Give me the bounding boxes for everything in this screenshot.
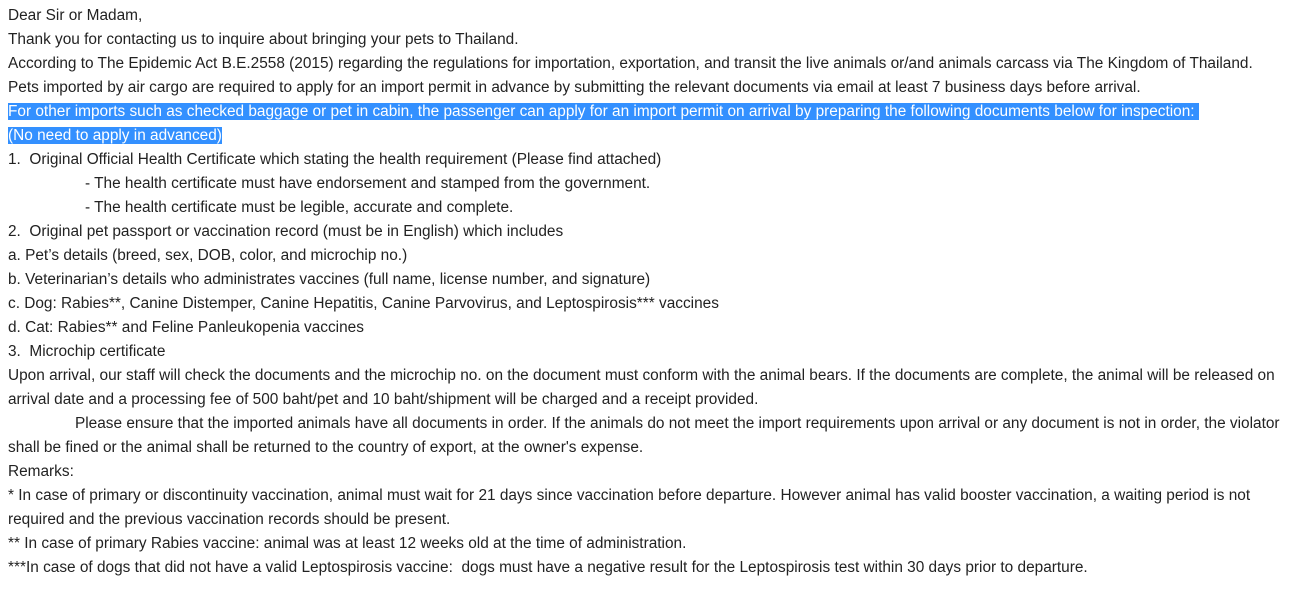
list-subitem-2a: a. Pet’s details (breed, sex, DOB, color, and microchip no.) bbox=[8, 247, 408, 264]
remark-1: * In case of primary or discontinuity vaccination, animal must wait for 21 days since vaccination before departure. However animal has valid booster vaccination, a waiting period is not required and the previous vaccination records should be present. bbox=[8, 487, 1255, 528]
intro-paragraph: According to The Epidemic Act B.E.2558 (2015) regarding the regulations for importation, exportation, and transit the live animals or/and animals carcass via The Kingdom of Thailand. bbox=[8, 55, 1253, 72]
list-subitem-1b: - The health certificate must be legible, accurate and complete. bbox=[85, 199, 514, 216]
list-subitem-2b: b. Veterinarian’s details who administrates vaccines (full name, license number, and signature) bbox=[8, 271, 651, 288]
selected-text-line-1[interactable]: For other imports such as checked baggage or pet in cabin, the passenger can apply for an import permit on arrival by preparing the following documents below for inspection: bbox=[8, 103, 1199, 120]
list-item-1: 1. Original Official Health Certificate which stating the health requirement (Please find attached) bbox=[8, 151, 662, 168]
air-cargo-paragraph: Pets imported by air cargo are required to apply for an import permit in advance by submitting the relevant documents via email at least 7 business days before arrival. bbox=[8, 79, 1141, 96]
remark-3: ***In case of dogs that did not have a valid Leptospirosis vaccine: dogs must have a negative result for the Leptospirosis test within 30 days prior to departure. bbox=[8, 559, 1088, 576]
arrival-paragraph: Upon arrival, our staff will check the documents and the microchip no. on the document must conform with the animal bears. If the documents are complete, the animal will be released on arrival date and a processing fee of 500 baht/pet and 10 baht/shipment will be charged and a receipt provided. bbox=[8, 367, 1279, 408]
email-body bbox=[8, 4, 1286, 580]
ensure-paragraph: Please ensure that the imported animals have all documents in order. If the animals do not meet the import requirements upon arrival or any document is not in order, the violator shall be fined or the animal shall be returned to the country of export, at the owner's expense. bbox=[8, 415, 1284, 456]
remarks-title: Remarks: bbox=[8, 463, 74, 480]
list-item-3: 3. Microchip certificate bbox=[8, 343, 166, 360]
remark-2: ** In case of primary Rabies vaccine: animal was at least 12 weeks old at the time of administration. bbox=[8, 535, 687, 552]
greeting: Dear Sir or Madam, bbox=[8, 7, 143, 24]
selected-paragraph[interactable] bbox=[8, 100, 1286, 148]
list-subitem-2c: c. Dog: Rabies**, Canine Distemper, Canine Hepatitis, Canine Parvovirus, and Leptospirosis*** vaccines bbox=[8, 295, 719, 312]
thanks-paragraph: Thank you for contacting us to inquire about bringing your pets to Thailand. bbox=[8, 31, 519, 48]
list-subitem-1a: - The health certificate must have endorsement and stamped from the government. bbox=[85, 175, 651, 192]
selected-text-line-2[interactable]: (No need to apply in advanced) bbox=[8, 127, 222, 144]
list-subitem-2d: d. Cat: Rabies** and Feline Panleukopenia vaccines bbox=[8, 319, 364, 336]
list-item-2: 2. Original pet passport or vaccination record (must be in English) which includes bbox=[8, 223, 564, 240]
